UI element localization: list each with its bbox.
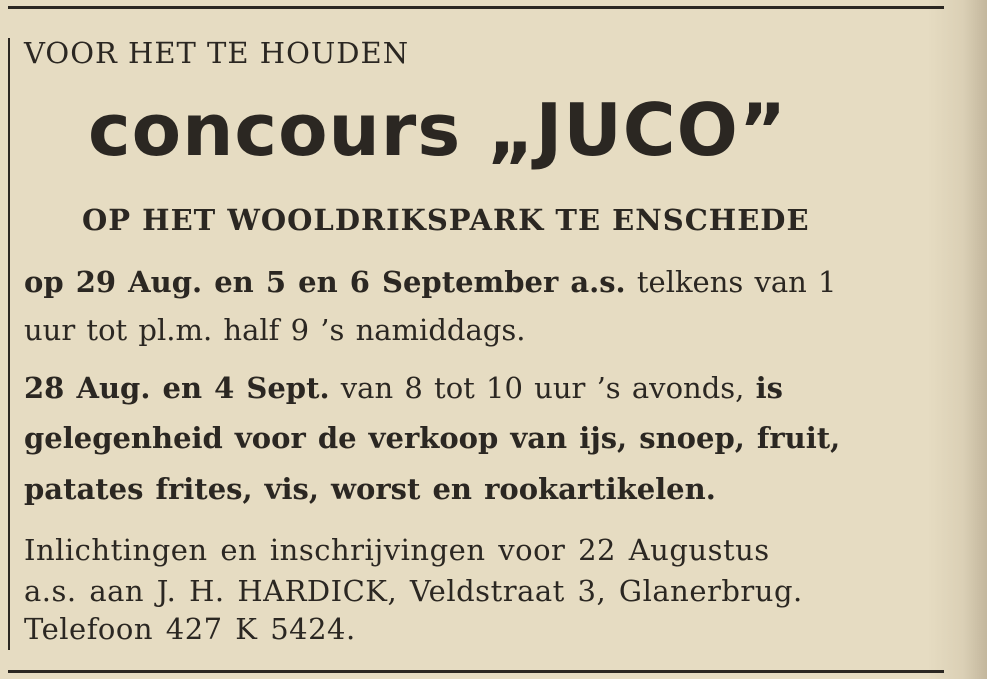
schedule-line-1 (24, 265, 837, 299)
sales-line-3: patates frites, vis, worst en rookartikelen. (24, 472, 716, 506)
schedule-line-2: uur tot pl.m. half 9 ’s namiddags. (24, 313, 526, 347)
info-line-2: a.s. aan J. H. HARDICK, Veldstraat 3, Glanerbrug. (24, 574, 803, 608)
left-border-rule (8, 38, 10, 650)
sales-is: is (755, 371, 783, 405)
schedule-time-start: telkens van 1 (625, 265, 837, 299)
top-border-rule (8, 6, 944, 9)
ad-title: concours „JUCO” (88, 88, 788, 172)
sales-dates: 28 Aug. en 4 Sept. (24, 371, 330, 405)
paper-edge-shadow (927, 0, 987, 679)
ad-pre-title: VOOR HET TE HOUDEN (24, 36, 410, 70)
ad-subtitle: OP HET WOOLDRIKSPARK TE ENSCHEDE (82, 203, 810, 237)
schedule-dates: op 29 Aug. en 5 en 6 September a.s. (24, 265, 626, 299)
sales-line-2: gelegenheid voor de verkoop van ijs, snoep, fruit, (24, 421, 841, 455)
bottom-border-rule (8, 670, 944, 673)
sales-line-1 (24, 371, 783, 405)
sales-hours: van 8 tot 10 uur ’s avonds, (329, 371, 756, 405)
info-line-1: Inlichtingen en inschrijvingen voor 22 Augustus (24, 533, 770, 567)
info-line-3: Telefoon 427 K 5424. (24, 612, 356, 646)
